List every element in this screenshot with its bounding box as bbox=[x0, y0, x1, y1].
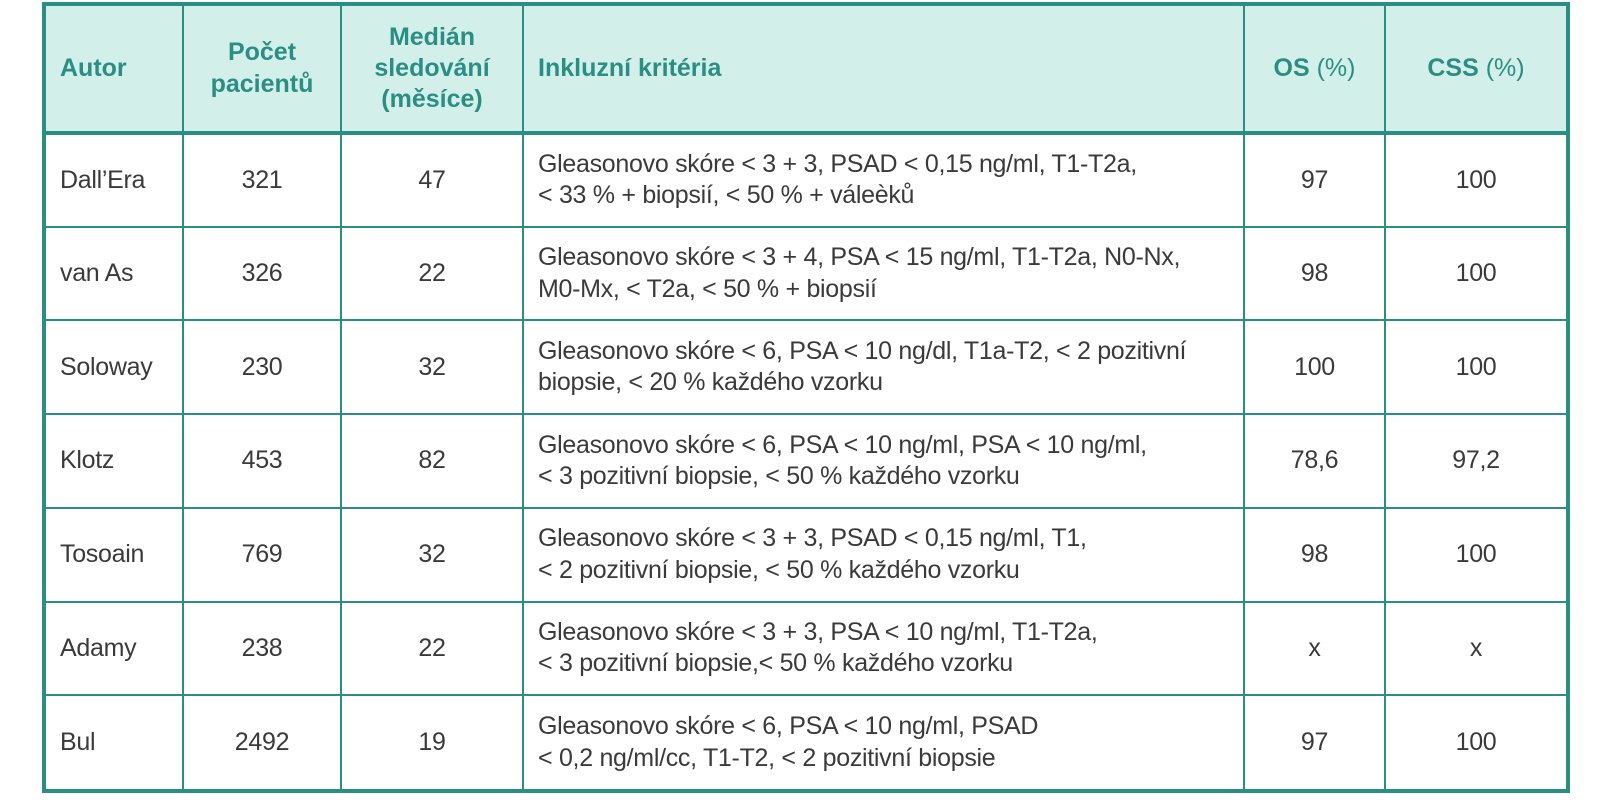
cell-os: 97 bbox=[1244, 695, 1385, 789]
criteria-line: < 3 pozitivní biopsie,< 50 % každého vzorku bbox=[538, 649, 1013, 678]
cell-css: 97,2 bbox=[1385, 414, 1566, 508]
cell-autor: Dall’Era bbox=[46, 133, 183, 227]
cell-os: 97 bbox=[1244, 133, 1385, 227]
cell-css: 100 bbox=[1385, 227, 1566, 321]
cell-os: 78,6 bbox=[1244, 414, 1385, 508]
criteria-line: < 2 pozitivní biopsie, < 50 % každého vzorku bbox=[538, 555, 1020, 584]
study-table bbox=[46, 6, 1566, 789]
header-os: OS (%) bbox=[1244, 6, 1385, 133]
cell-css: 100 bbox=[1455, 727, 1497, 756]
criteria-line: Gleasonovo skóre < 6, PSA < 10 ng/dl, T1a-T2, < 2 pozitivní bbox=[538, 337, 1187, 365]
cell-os: x bbox=[1244, 602, 1385, 696]
cell-inkluzni-kriteria bbox=[523, 602, 1244, 696]
cell-css: x bbox=[1385, 602, 1566, 696]
cell-inkluzni-kriteria bbox=[523, 695, 1244, 789]
criteria-line: Gleasonovo skóre < 3 + 3, PSAD < 0,15 ng/ml, T1-T2a, bbox=[538, 150, 1137, 179]
cell-median-sledovani: 32 bbox=[341, 320, 523, 414]
cell-inkluzni-kriteria bbox=[523, 320, 1244, 414]
cell-autor: Klotz bbox=[46, 414, 183, 508]
header-autor: Autor bbox=[46, 6, 183, 133]
cell-autor: Adamy bbox=[46, 602, 183, 696]
cell-inkluzni-kriteria bbox=[523, 414, 1244, 508]
cell-autor: Tosoain bbox=[46, 508, 183, 602]
cell-css: 100 bbox=[1385, 508, 1566, 602]
table-row bbox=[46, 227, 1566, 321]
cell-pocet-pacientu: 321 bbox=[183, 133, 341, 227]
cell-median-sledovani: 19 bbox=[341, 695, 523, 789]
cell-median-sledovani: 47 bbox=[341, 133, 523, 227]
study-table-frame bbox=[42, 2, 1570, 793]
cell-autor: van As bbox=[46, 227, 183, 321]
criteria-line: biopsie, < 20 % každého vzorku bbox=[538, 368, 883, 397]
criteria-line: Gleasonovo skóre < 3 + 3, PSAD < 0,15 ng/ml, T1, bbox=[538, 524, 1087, 553]
cell-css: 100 bbox=[1385, 133, 1566, 227]
cell-pocet-pacientu: 230 bbox=[183, 320, 341, 414]
criteria-line: Gleasonovo skóre < 6, PSA < 10 ng/ml, PSAD bbox=[538, 712, 1039, 741]
cell-inkluzni-kriteria bbox=[523, 508, 1244, 602]
table-row bbox=[46, 133, 1566, 227]
table-row bbox=[46, 602, 1566, 696]
cell-autor: Soloway bbox=[46, 320, 183, 414]
cell-os: 98 bbox=[1244, 508, 1385, 602]
cell-pocet-pacientu: 769 bbox=[183, 508, 341, 602]
criteria-line: < 33 % + biopsií, < 50 % + váleèků bbox=[538, 181, 915, 210]
criteria-line: < 3 pozitivní biopsie, < 50 % každého vzorku bbox=[538, 461, 1020, 490]
cell-pocet-pacientu: 453 bbox=[183, 414, 341, 508]
cell-inkluzni-kriteria bbox=[523, 227, 1244, 321]
cell-median-sledovani: 22 bbox=[341, 227, 523, 321]
table-row bbox=[46, 695, 1566, 789]
cell-median-sledovani: 82 bbox=[341, 414, 523, 508]
cell-median-sledovani: 32 bbox=[341, 508, 523, 602]
cell-pocet-pacientu: 238 bbox=[183, 602, 341, 696]
cell-os: 98 bbox=[1244, 227, 1385, 321]
cell-inkluzni-kriteria bbox=[523, 133, 1244, 227]
table-header-row bbox=[46, 6, 1566, 133]
header-pocet-pacientu: Počet pacientů bbox=[183, 6, 341, 133]
cell-autor: Bul bbox=[46, 695, 183, 789]
header-inkluzni-kriteria: Inkluzní kritéria bbox=[523, 6, 1244, 133]
table-row bbox=[46, 508, 1566, 602]
header-css: CSS (%) bbox=[1385, 6, 1566, 133]
criteria-line: Gleasonovo skóre < 6, PSA < 10 ng/ml, PSA < 10 ng/ml, bbox=[538, 430, 1147, 459]
cell-pocet-pacientu: 326 bbox=[183, 227, 341, 321]
cell-pocet-pacientu: 2492 bbox=[183, 695, 341, 789]
criteria-line: Gleasonovo skóre < 3 + 3, PSA < 10 ng/ml, T1-T2a, bbox=[538, 618, 1098, 647]
table-row bbox=[46, 414, 1566, 508]
cell-median-sledovani: 22 bbox=[341, 602, 523, 696]
cell-css: 100 bbox=[1385, 320, 1566, 414]
table-row bbox=[46, 320, 1566, 414]
header-median-sledovani: Medián sledování (měsíce) bbox=[341, 6, 523, 133]
criteria-line: M0-Mx, < T2a, < 50 % + biopsií bbox=[538, 274, 877, 303]
cell-os: 100 bbox=[1244, 320, 1385, 414]
criteria-line: Gleasonovo skóre < 3 + 4, PSA < 15 ng/ml, T1-T2a, N0-Nx, bbox=[538, 243, 1181, 272]
criteria-line: < 0,2 ng/ml/cc, T1-T2, < 2 pozitivní biopsie bbox=[538, 743, 996, 772]
